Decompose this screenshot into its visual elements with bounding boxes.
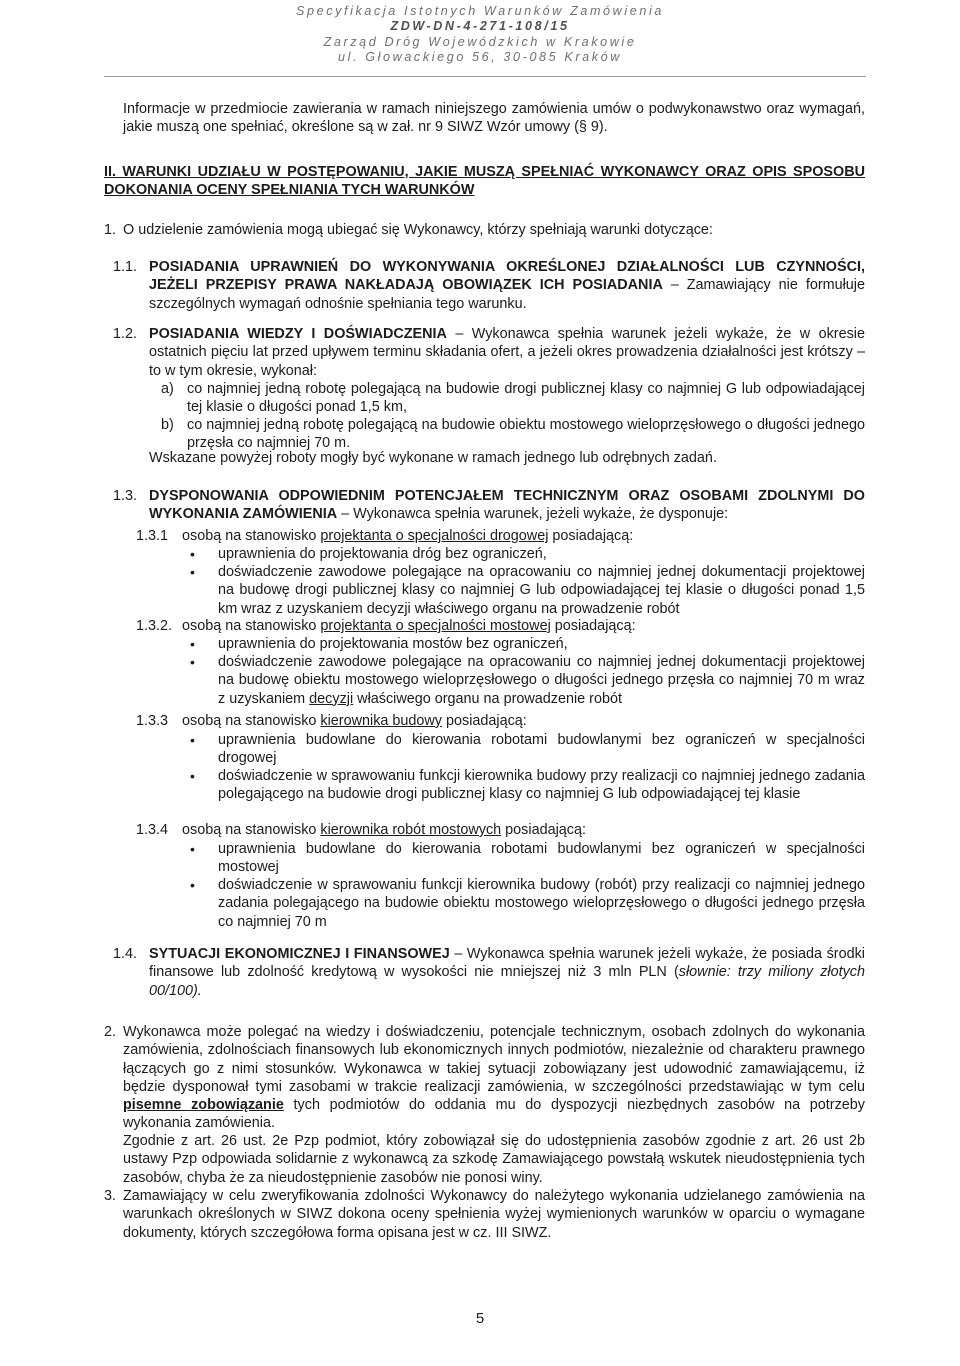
document-header [0, 4, 960, 66]
item-1-3-3-pre: osobą na stanowisko [182, 713, 321, 729]
item-1-2-b-text: co najmniej jedną robotę polegającą na budowie obiektu mostowego wieloprzęsłowego o długości jednego przęsła co najmniej 70 m. [187, 417, 865, 452]
item-1-3-heading: DYSPONOWANIA ODPOWIEDNIM POTENCJAŁEM TECHNICZNYM ORAZ OSOBAMI ZDOLNYMI DO WYKONANIA ZAMÓWIENIA [149, 488, 865, 523]
item-2-emphasis: pisemne zobowiązanie [123, 1097, 284, 1114]
decyzji-link: decyzji [309, 690, 354, 707]
item-2-paragraph [123, 1023, 865, 1133]
section-number: II. [104, 164, 116, 180]
item-1-3-paragraph [149, 487, 865, 524]
item-2-paragraph-2: Zgodnie z art. 26 ust. 2e Pzp podmiot, który zobowiązał się do udostępnienia zasobów zgodnie z art. 26 ust 2b ustawy Pzp odpowiada solidarnie z wykonawcą za szkodę Zamawiającego powstałą wskutek nieudostępnienia tych zasobów, chyba że za nieudostępnienie zasobów nie ponosi winy. [123, 1133, 865, 1186]
item-1-number: 1. [104, 222, 117, 238]
item-1-3-1-bullet-2: • doświadczenie zawodowe polegające na opracowaniu co najmniej jednej dokumentacji projektowej na budowę drogi publicznej klasy co najmniej G lub odpowiadającej tej klasie o długości ponad 1,5 km wraz z uzyskaniem decyzji właściwego organu na prowadzenie robót [218, 563, 865, 618]
item-1-3-3-post: posiadającą: [442, 713, 527, 729]
item-1-3-4-number: 1.3.4 [136, 822, 169, 838]
item-1-1-text: – Zamawiający nie formułuje szczególnych wymagań odnośnie spełniania tego warunku. [149, 277, 866, 312]
item-1-2-paragraph [149, 325, 865, 380]
item-1-3-3-intro [182, 712, 865, 730]
item-1-3-1-pre: osobą na stanowisko [182, 528, 321, 544]
item-1-text: O udzielenie zamówienia mogą ubiegać się Wykonawcy, którzy spełniają warunki dotyczące: [123, 222, 713, 238]
item-1-3-2-bullet-2-text: doświadczenie zawodowe polegające na opracowaniu co najmniej jednej dokumentacji projektowej na budowę obiektu mostowego wieloprzęsłowego o długości jednego przęsła co najmniej 70 m wraz z uzyskaniem [218, 654, 865, 707]
item-1-3-text: – Wykonawca spełnia warunek, jeżeli wykaże, że dysponuje: [337, 506, 729, 523]
header-title: Specyfikacja Istotnych Warunków Zamówienia [296, 4, 664, 18]
item-1-3-3-bullet-2: • doświadczenie w sprawowaniu funkcji kierownika budowy przy realizacji co najmniej jednego zadania polegającego na budowie drogi publicznej klasy co najmniej G lub odpowiadającej tej klasie [218, 767, 865, 804]
item-3-number: 3. [104, 1188, 117, 1204]
item-1-3-1-intro [182, 527, 865, 545]
item-1-3-1-post: posiadającą: [548, 528, 634, 544]
item-1-2-number: 1.2. [113, 326, 138, 342]
item-1-4-text: – Wykonawca spełnia warunek jeżeli wykaże, że posiada środki finansowe lub zdolność kredytową w wysokości nie mniejszej niż 3 mln PLN ( [149, 946, 865, 981]
item-1-4-heading: SYTUACJI EKONOMICZNEJ I FINANSOWEJ [149, 946, 450, 962]
role-kierownik-robot-mostowych: kierownika robót mostowych [320, 822, 502, 838]
item-1-3-3-bullet-1: • uprawnienia budowlane do kierowania robotami budowlanymi bez ograniczeń w specjalności drogowej [218, 731, 865, 768]
item-2-text-2: tych podmiotów do oddania mu do dyspozycji niezbędnych zasobów na potrzeby wykonania zamówienia. [123, 1097, 865, 1132]
item-1-3-2-pre: osobą na stanowisko [182, 618, 321, 634]
item-1-3-4-bullet-2: • doświadczenie w sprawowaniu funkcji kierownika budowy (robót) przy realizacji co najmniej jednego zadania polegającego na budowie obiektu mostowego wieloprzęsłowego o długości jednego przęsła co najmniej 70 m [218, 876, 865, 931]
header-address: ul. Głowackiego 56, 30-085 Kraków [338, 50, 622, 65]
page-number: 5 [475, 1310, 485, 1327]
item-2-text-1: Wykonawca może polegać na wiedzy i doświadczeniu, potencjale technicznym, osobach zdolnych do wykonania zamówienia, zdolnościach finansowych lub ekonomicznych innych podmiotów, niezależnie od charakteru prawnego łączących go z nimi stosunków. Wykonawca w takiej sytuacji zobowiązany jest udowodnić zamawiającemu, iż będzie dysponował tymi zasobami w trakcie realizacji zamówienia, w szczególności przedstawiając w tym celu [123, 1024, 865, 1095]
item-1-2-b-label: b) [161, 417, 174, 433]
header-organization: Zarząd Dróg Wojewódzkich w Krakowie [323, 34, 637, 49]
role-projektant-drogowy: projektanta o specjalności drogowej [320, 528, 549, 544]
item-1-2-text: – Wykonawca spełnia warunek jeżeli wykaże, że w okresie ostatnich pięciu lat przed upływem terminu składania ofert, a jeżeli okres prowadzenia działalności jest krótszy – to w tym okresie, wykonał: [149, 326, 865, 379]
role-projektant-mostowy: projektanta o specjalności mostowej [320, 618, 551, 634]
item-1-2-heading: POSIADANIA WIEDZY I DOŚWIADCZENIA [149, 326, 447, 342]
item-1-1-number: 1.1. [113, 259, 138, 275]
item-1-3-1-number: 1.3.1 [136, 528, 169, 544]
item-1-1-paragraph [149, 258, 865, 313]
item-1-2-a-text: co najmniej jedną robotę polegającą na budowie drogi publicznej klasy co najmniej G lub odpowiadającej tej klasie o długości ponad 1,5 km, [187, 381, 865, 416]
item-1-4-number: 1.4. [113, 946, 138, 962]
section-title: WARUNKI UDZIAŁU W POSTĘPOWANIU, JAKIE MUSZĄ SPEŁNIAĆ WYKONAWCY ORAZ OPIS SPOSOBU DOKONANIA OCENY SPEŁNIANIA TYCH WARUNKÓW [104, 164, 866, 199]
item-1-3-number: 1.3. [113, 488, 138, 504]
item-1-3-4-bullet-1: • uprawnienia budowlane do kierowania robotami budowlanymi bez ograniczeń w specjalności mostowej [218, 840, 865, 877]
item-1-3-4-intro [182, 821, 865, 839]
role-kierownik-budowy: kierownika budowy [320, 713, 442, 729]
item-1-3-4-pre: osobą na stanowisko [182, 822, 321, 838]
item-1-4-amount-words: słownie: trzy miliony złotych 00/100). [149, 964, 865, 999]
item-1-3-2-number: 1.3.2. [136, 618, 173, 634]
item-1-3-2-bullet-2 [218, 653, 865, 708]
header-reference: ZDW-DN-4-271-108/15 [390, 19, 570, 34]
item-1-3-2-bullet-2-tail: właściwego organu na prowadzenie robót [353, 690, 622, 707]
item-1-3-2-intro [182, 617, 865, 635]
item-1-2-a-label: a) [161, 381, 174, 397]
item-3-paragraph: Zamawiający w celu zweryfikowania zdolności Wykonawcy do należytego wykonania udzielanego zamówienia na warunkach określonych w SIWZ dokona oceny spełnienia wyżej wymienionych warunków w oparciu o wymagane dokumenty, których szczegółowa forma opisana jest w cz. III SIWZ. [123, 1188, 865, 1241]
header-divider [104, 76, 866, 77]
item-1-3-3-number: 1.3.3 [136, 713, 169, 729]
intro-paragraph: Informacje w przedmiocie zawierania w ramach niniejszego zamówienia umów o podwykonawstwo oraz wymagań, jakie muszą one spełniać, określone są w zał. nr 9 SIWZ Wzór umowy (§ 9). [123, 101, 865, 136]
item-1-2-note: Wskazane powyżej roboty mogły być wykonane w ramach jednego lub odrębnych zadań. [149, 450, 717, 466]
item-2-number: 2. [104, 1024, 117, 1040]
item-1-3-2-bullet-1: • uprawnienia do projektowania mostów bez ograniczeń, [218, 635, 865, 653]
item-1-3-1-bullet-1: • uprawnienia do projektowania dróg bez ograniczeń, [218, 545, 865, 563]
item-1-1-heading: POSIADANIA UPRAWNIEŃ DO WYKONYWANIA OKREŚLONEJ DZIAŁALNOŚCI LUB CZYNNOŚCI, JEŻELI PRZEPISY PRAWA NAKŁADAJĄ OBOWIĄZEK ICH POSIADANIA [149, 259, 865, 294]
item-1-3-4-post: posiadającą: [501, 822, 586, 838]
section-heading [104, 163, 865, 200]
item-1-3-2-post: posiadającą: [550, 618, 636, 634]
item-1-4-paragraph [149, 945, 865, 1000]
